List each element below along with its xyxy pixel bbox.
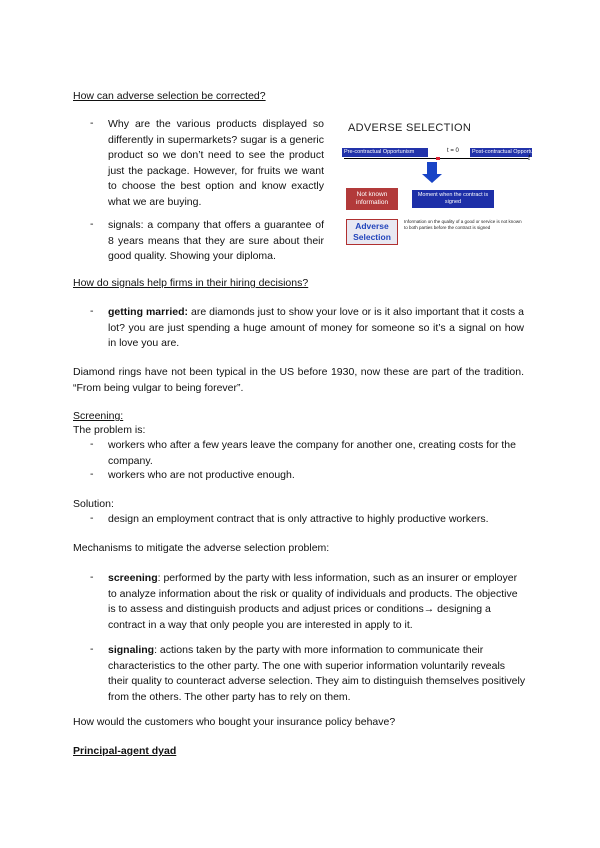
down-arrow-head-icon [422,174,442,183]
signaling-bold: signaling [108,644,155,656]
screening-bold: screening [108,572,158,584]
adverse-selection-figure [340,118,545,246]
post-contractual-label: Post-contractual Opportunism [472,149,545,155]
signaling-text: : actions taken by the party with more information to communicate their characteristics to the other party. The one with superior information voluntarily reveals their quality to counteract adverse selection. They aim to distinguish themselves positively from the others. The other party has to rely on them. [108,644,526,703]
figure-title: ADVERSE SELECTION [348,122,472,134]
mechanisms-intro: Mechanisms to mitigate the adverse selection problem: [73,542,330,554]
down-arrow-icon [427,162,437,174]
heading-principal-agent: Principal-agent dyad [73,745,177,757]
figure-description: Information on the quality of a good or service is not known to both parties before the contract is signed [404,219,522,230]
contract-marker [436,157,440,160]
problem-intro: The problem is: [73,424,146,436]
diamond-paragraph: Diamond rings have not been typical in the US before 1930, now these are part of the tradition. “From being vulgar to being forever”. [73,366,524,394]
bullet-dash: - [90,512,94,524]
bullet-dash: - [90,438,94,450]
married-bold: getting married: [108,306,188,318]
t-axis-label: t [528,153,531,162]
bullet-dash: - [90,643,94,655]
bullet-dash: - [90,305,94,317]
adverse-selection-box: Adverse Selection [346,219,398,245]
not-known-box: Not known information [346,188,398,210]
married-text: are diamonds just to show your love or is it also important that it costs a lot? you are just spending a huge amount of money for someone so it’s a signal on how in love you are. [108,306,524,349]
solution-intro: Solution: [73,498,114,510]
moment-box: Moment when the contract is signed [412,190,494,208]
signaling-item [108,643,528,705]
problem-item: workers who after a few years leave the company for another one, creating costs for the company. [108,439,516,467]
bullet-getting-married [108,305,524,352]
bullet-dash: - [90,468,94,480]
heading-adverse-selection: How can adverse selection be corrected? [73,90,266,102]
bullet-dash: - [90,571,94,583]
heading-signals-hiring: How do signals help firms in their hiring decisions? [73,277,309,289]
screening-text: : performed by the party with less information, such as an insurer or employer to analyze information about the risk or quality of individuals and products. The objective is to assess and distinguish products and adjust prices or conditions→ designing a contract in a way that only people you are interested in apply to it. [108,572,518,631]
problem-item: workers who are not productive enough. [108,469,295,481]
screening-item [108,571,528,633]
bullet-signals: signals: a company that offers a guarantee of 8 years means that they are sure about their good quality. Showing your diploma. [108,219,324,262]
solution-item: design an employment contract that is only attractive to highly productive workers. [108,513,489,525]
bullet-dash: - [90,117,94,129]
screening-heading: Screening: [73,410,124,422]
pre-contractual-label: Pre-contractual Opportunism [342,148,428,157]
bullet-dash: - [90,218,94,230]
bullet-supermarket: Why are the various products displayed so differently in supermarkets? sugar is a generic product so we don’t need to see the product just the package. However, for fruits we want to choose the best option and know exactly what we are buying. [108,118,324,208]
t-zero-label: t = 0 [447,148,459,154]
insurance-question: How would the customers who bought your insurance policy behave? [73,716,396,728]
